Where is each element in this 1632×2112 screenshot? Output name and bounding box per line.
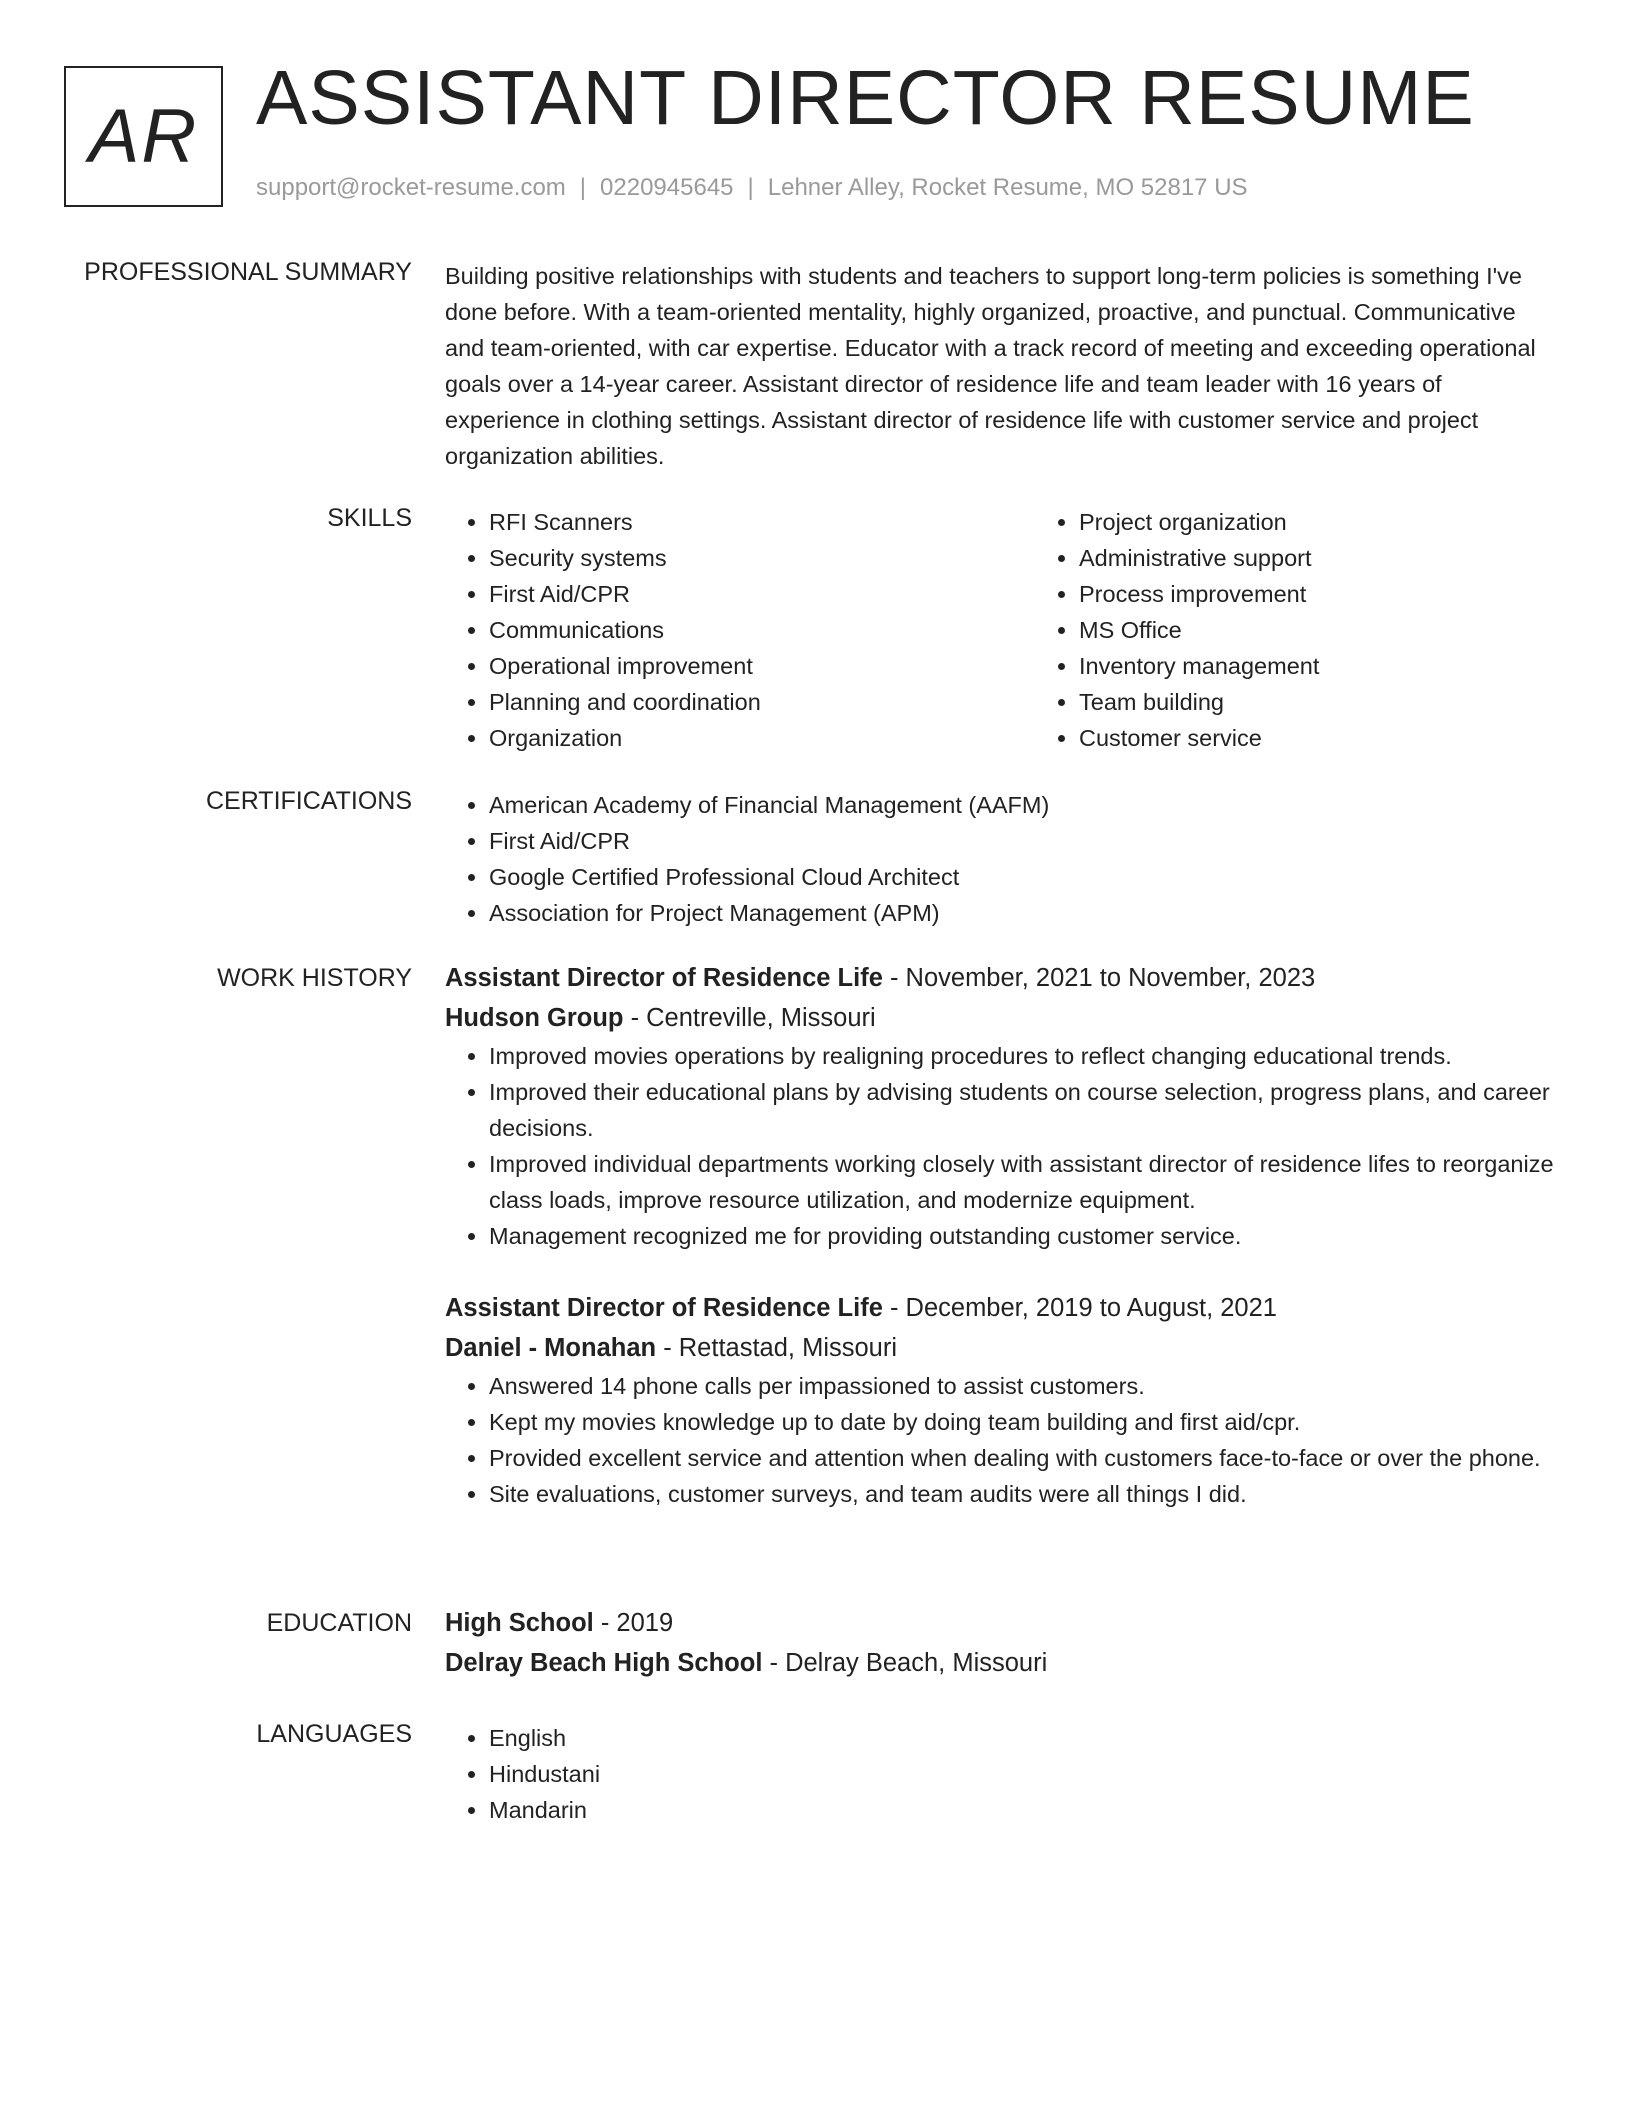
resume-title: ASSISTANT DIRECTOR RESUME [256, 55, 1475, 141]
job-duty: • Improved their educational plans by advising students on course selection, progress plans, and career decisions. [489, 1074, 1555, 1146]
contact-separator: | [579, 174, 587, 201]
job-duty: • Improved individual departments working closely with assistant director of residence lifes to reorganize class loads, improve resource utilization, and modernize equipment. [489, 1146, 1555, 1218]
skill-item: • MS Office [1079, 612, 1625, 648]
job-company: Hudson Group [445, 1004, 624, 1032]
education-year: - 2019 [593, 1609, 674, 1637]
section-label-skills: SKILLS [327, 504, 412, 532]
monogram-logo: AR [64, 66, 223, 207]
skill-item: • RFI Scanners [489, 504, 1035, 540]
certifications-content [445, 787, 1555, 931]
skill-item: • Communications [489, 612, 1035, 648]
skill-item: • Operational improvement [489, 648, 1035, 684]
job-title: Assistant Director of Residence Life [445, 964, 883, 992]
education-school-line [445, 1643, 1555, 1683]
skills-list-right [1035, 504, 1625, 756]
job-company-line [445, 1328, 1555, 1368]
job-location: - Rettastad, Missouri [656, 1334, 898, 1362]
job-duty: • Answered 14 phone calls per impassioned to assist customers. [489, 1368, 1555, 1404]
contact-address: Lehner Alley, Rocket Resume, MO 52817 US [767, 174, 1248, 201]
job-duty: • Improved movies operations by realigning procedures to reflect changing educational trends. [489, 1038, 1555, 1074]
job-title-line [445, 958, 1555, 998]
certification-item: • Association for Project Management (APM) [489, 895, 1555, 931]
summary-content [445, 258, 1555, 474]
education-school: Delray Beach High School [445, 1649, 763, 1677]
summary-text: Building positive relationships with students and teachers to support long-term policies is something I've done before. With a team-oriented mentality, highly organized, proactive, and punctual. Communicative and team-oriented, with car expertise. Educator with a track record of meeting and exceeding operational goals over a 14-year career. Assistant director of residence life and team leader with 16 years of experience in clothing settings. Assistant director of residence life with customer service and project organization abilities. [445, 263, 1536, 469]
contact-phone[interactable]: 0220945645 [600, 174, 734, 201]
job-dates: - November, 2021 to November, 2023 [882, 964, 1316, 992]
job-duties-list [445, 1038, 1555, 1254]
job-company: Daniel - Monahan [445, 1334, 657, 1362]
language-item: • Mandarin [489, 1792, 1555, 1828]
job-duties-list [445, 1368, 1555, 1512]
job-title-line [445, 1288, 1555, 1328]
section-label-certifications: CERTIFICATIONS [205, 787, 412, 815]
contact-email[interactable]: support@rocket-resume.com [256, 174, 566, 201]
section-label-work: WORK HISTORY [217, 964, 412, 992]
job-dates: - December, 2019 to August, 2021 [882, 1294, 1277, 1322]
skill-item: • Project organization [1079, 504, 1625, 540]
job-duty: • Site evaluations, customer surveys, and team audits were all things I did. [489, 1476, 1555, 1512]
languages-content [445, 1720, 1555, 1828]
skill-item: • Security systems [489, 540, 1035, 576]
certification-item: • First Aid/CPR [489, 823, 1555, 859]
skills-list-left [445, 504, 1035, 756]
skill-item: • First Aid/CPR [489, 576, 1035, 612]
education-degree-line [445, 1603, 1555, 1643]
language-item: • Hindustani [489, 1756, 1555, 1792]
job-entry [445, 958, 1555, 1254]
skills-content [445, 504, 1555, 756]
education-content [445, 1603, 1555, 1683]
education-degree: High School [445, 1609, 594, 1637]
skill-item: • Process improvement [1079, 576, 1625, 612]
skill-item: • Organization [489, 720, 1035, 756]
job-duty: • Provided excellent service and attention when dealing with customers face-to-face or over the phone. [489, 1440, 1555, 1476]
skill-item: • Customer service [1079, 720, 1625, 756]
job-company-line [445, 998, 1555, 1038]
job-entry [445, 1288, 1555, 1512]
certification-item: • American Academy of Financial Management (AAFM) [489, 787, 1555, 823]
section-label-languages: LANGUAGES [256, 1720, 412, 1748]
certifications-list [445, 787, 1555, 931]
job-duty: • Management recognized me for providing outstanding customer service. [489, 1218, 1555, 1254]
certification-item: • Google Certified Professional Cloud Architect [489, 859, 1555, 895]
work-content [445, 958, 1555, 1512]
language-item: • English [489, 1720, 1555, 1756]
job-title: Assistant Director of Residence Life [445, 1294, 883, 1322]
contact-line [256, 174, 1248, 202]
section-label-education: EDUCATION [266, 1609, 412, 1637]
contact-separator: | [747, 174, 754, 201]
job-duty: • Kept my movies knowledge up to date by doing team building and first aid/cpr. [489, 1404, 1555, 1440]
section-label-summary: PROFESSIONAL SUMMARY [84, 258, 412, 286]
education-location: - Delray Beach, Missouri [762, 1649, 1048, 1677]
skill-item: • Planning and coordination [489, 684, 1035, 720]
languages-list [445, 1720, 1555, 1828]
skill-item: • Team building [1079, 684, 1625, 720]
skill-item: • Inventory management [1079, 648, 1625, 684]
job-location: - Centreville, Missouri [623, 1004, 876, 1032]
skill-item: • Administrative support [1079, 540, 1625, 576]
